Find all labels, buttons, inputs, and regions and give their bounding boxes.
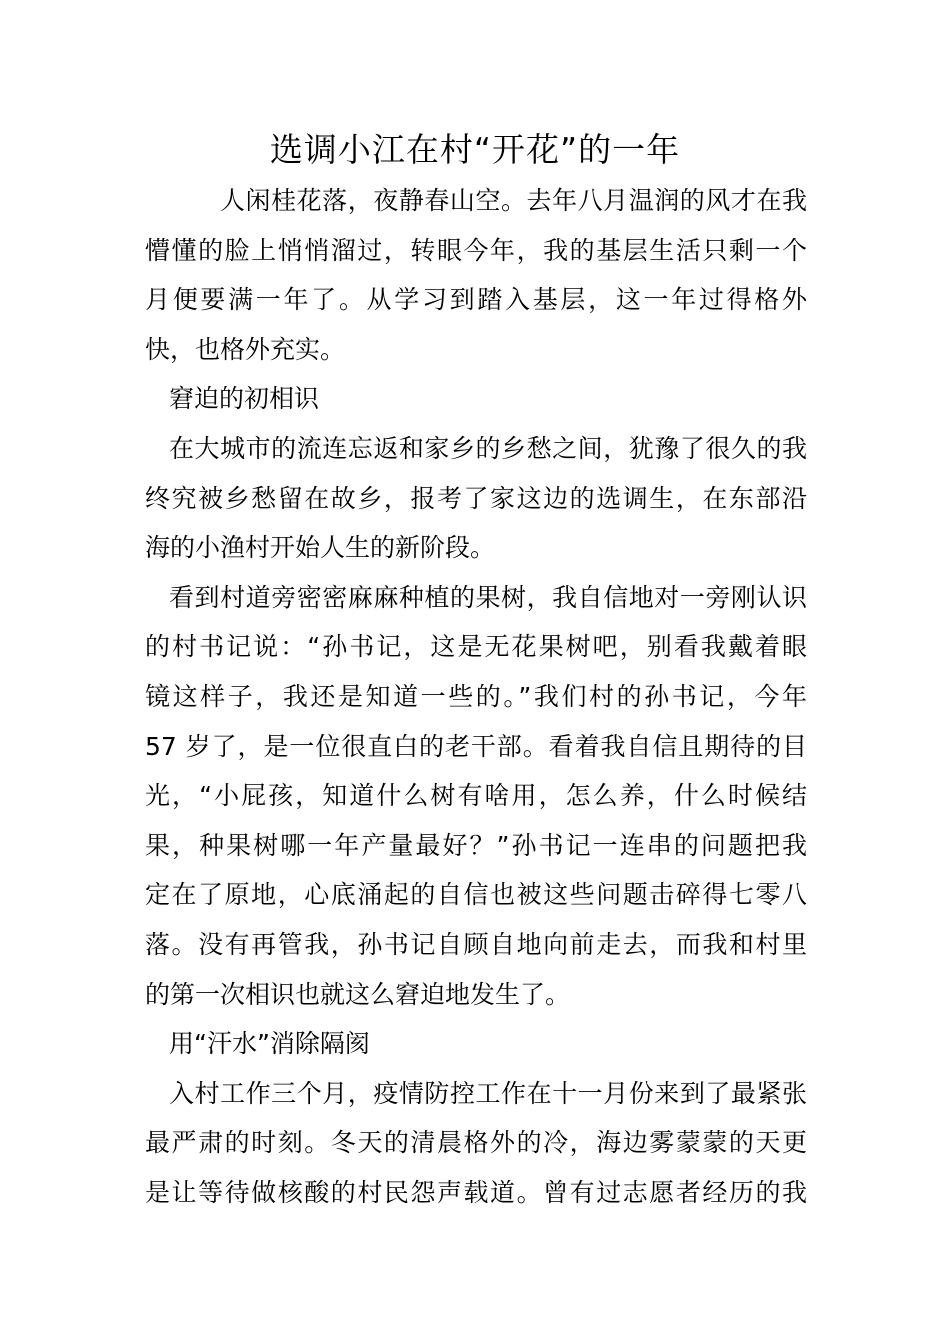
paragraph-line: 镜这样子，我还是知道一些的。”我们村的孙书记，今年 xyxy=(145,681,807,711)
paragraph-line: 月便要满一年了。从学习到踏入基层，这一年过得格外 xyxy=(145,285,807,315)
paragraph-line: 在大城市的流连忘返和家乡的乡愁之间，犹豫了很久的我 xyxy=(169,433,807,463)
paragraph-line: 的村书记说：“孙书记，这是无花果树吧，别看我戴着眼 xyxy=(145,632,807,662)
paragraph-line: 光，“小屁孩，知道什么树有啥用，怎么养，什么时候结 xyxy=(145,781,807,811)
document-body xyxy=(145,176,807,1217)
paragraph-line: 入村工作三个月，疫情防控工作在十一月份来到了最紧张 xyxy=(169,1078,807,1108)
document-title: 选调小江在村“开花”的一年 xyxy=(269,130,681,169)
paragraph-line: 海的小渔村开始人生的新阶段。 xyxy=(145,533,496,563)
paragraph-line: 的第一次相识也就这么窘迫地发生了。 xyxy=(145,979,571,1009)
section-heading: 窘迫的初相识 xyxy=(169,384,320,414)
paragraph-line: 看到村道旁密密麻麻种植的果树，我自信地对一旁刚认识 xyxy=(169,582,807,612)
paragraph-line: 终究被乡愁留在故乡，报考了家这边的选调生，在东部沿 xyxy=(145,483,807,513)
paragraph-line: 人闲桂花落，夜静春山空。去年八月温润的风才在我 xyxy=(220,186,807,215)
paragraph-line: 落。没有再管我，孙书记自顾自地向前走去，而我和村里 xyxy=(145,929,807,959)
paragraph-line: 最严肃的时刻。冬天的清晨格外的冷，海边雾蒙蒙的天更 xyxy=(145,1128,807,1158)
paragraph-line: 果，种果树哪一年产量最好？”孙书记一连串的问题把我 xyxy=(145,830,807,860)
paragraph-line: 快，也格外充实。 xyxy=(145,334,346,364)
paragraph-line: 懵懂的脸上悄悄溜过，转眼今年，我的基层生活只剩一个 xyxy=(145,235,807,265)
paragraph-line: 57 岁了，是一位很直白的老干部。看着我自信且期待的目 xyxy=(145,731,807,761)
paragraph-line: 是让等待做核酸的村民怨声载道。曾有过志愿者经历的我 xyxy=(145,1177,807,1207)
section-heading: 用“汗水”消除隔阂 xyxy=(169,1029,370,1059)
paragraph-line: 定在了原地，心底涌起的自信也被这些问题击碎得七零八 xyxy=(145,880,807,910)
